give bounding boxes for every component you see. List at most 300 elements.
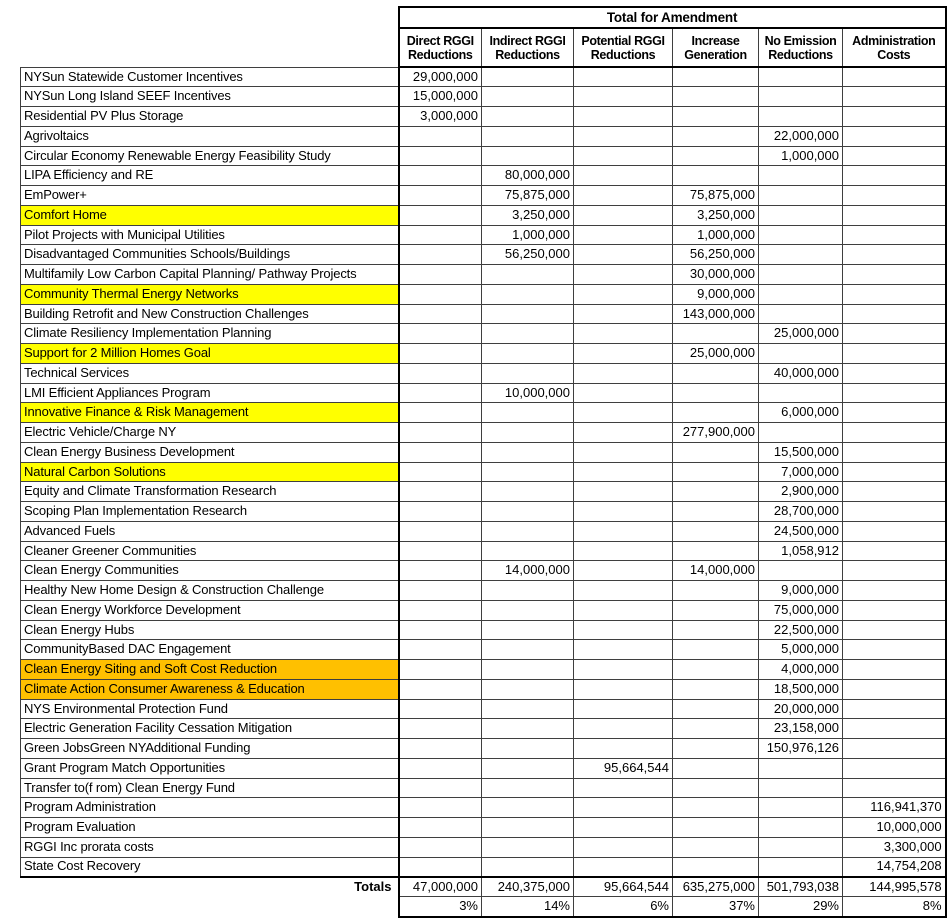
- value-cell-direct: [399, 699, 482, 719]
- value-cell-increase: 143,000,000: [673, 304, 759, 324]
- value-cell-potential: [574, 265, 673, 285]
- value-cell-admin: [843, 304, 946, 324]
- table-row: [21, 383, 946, 403]
- table-row: [21, 561, 946, 581]
- table-row: [21, 205, 946, 225]
- table-row: [21, 166, 946, 186]
- value-cell-direct: [399, 186, 482, 206]
- row-label-cell: Electric Generation Facility Cessation Mitigation: [21, 719, 399, 739]
- table-row: [21, 620, 946, 640]
- value-cell-increase: 277,900,000: [673, 423, 759, 443]
- value-cell-potential: [574, 225, 673, 245]
- totals-label: Totals: [354, 878, 392, 894]
- value-cell-no_emission: [759, 107, 843, 127]
- value-cell-admin: [843, 600, 946, 620]
- value-cell-direct: 29,000,000: [399, 67, 482, 87]
- row-label-cell: Comfort Home: [21, 205, 399, 225]
- table-row: [21, 126, 946, 146]
- value-cell-direct: [399, 146, 482, 166]
- row-label-cell: Community Thermal Energy Networks: [21, 284, 399, 304]
- value-cell-no_emission: 7,000,000: [759, 462, 843, 482]
- value-cell-indirect: [482, 87, 574, 107]
- value-cell-indirect: [482, 600, 574, 620]
- value-cell-no_emission: 9,000,000: [759, 581, 843, 601]
- percent-direct: 3%: [399, 897, 482, 917]
- value-cell-no_emission: [759, 423, 843, 443]
- value-cell-no_emission: [759, 245, 843, 265]
- value-cell-direct: [399, 660, 482, 680]
- value-cell-indirect: [482, 107, 574, 127]
- value-cell-potential: [574, 423, 673, 443]
- value-cell-indirect: [482, 265, 574, 285]
- value-cell-increase: [673, 87, 759, 107]
- table-row: [21, 857, 946, 877]
- value-cell-direct: [399, 225, 482, 245]
- value-cell-direct: [399, 442, 482, 462]
- row-label-cell: Technical Services: [21, 363, 399, 383]
- table-row: [21, 442, 946, 462]
- value-cell-potential: 95,664,544: [574, 758, 673, 778]
- row-label-cell: Residential PV Plus Storage: [21, 107, 399, 127]
- value-cell-indirect: [482, 719, 574, 739]
- value-cell-potential: [574, 837, 673, 857]
- value-cell-increase: 3,250,000: [673, 205, 759, 225]
- value-cell-no_emission: [759, 284, 843, 304]
- table-row: [21, 186, 946, 206]
- value-cell-increase: [673, 383, 759, 403]
- value-cell-potential: [574, 107, 673, 127]
- value-cell-increase: [673, 521, 759, 541]
- row-label-cell: Clean Energy Siting and Soft Cost Reduction: [21, 660, 399, 680]
- value-cell-no_emission: 20,000,000: [759, 699, 843, 719]
- value-cell-admin: [843, 541, 946, 561]
- table-row: [21, 462, 946, 482]
- value-cell-no_emission: [759, 344, 843, 364]
- value-cell-potential: [574, 620, 673, 640]
- value-cell-direct: [399, 126, 482, 146]
- value-cell-increase: [673, 699, 759, 719]
- value-cell-direct: [399, 798, 482, 818]
- value-cell-indirect: [482, 502, 574, 522]
- value-cell-no_emission: 2,900,000: [759, 482, 843, 502]
- row-label-cell: Climate Action Consumer Awareness & Education: [21, 679, 399, 699]
- value-cell-indirect: [482, 778, 574, 798]
- value-cell-indirect: [482, 818, 574, 838]
- value-cell-direct: [399, 818, 482, 838]
- value-cell-potential: [574, 581, 673, 601]
- value-cell-increase: [673, 600, 759, 620]
- totals-row: [21, 877, 946, 897]
- value-cell-no_emission: [759, 778, 843, 798]
- value-cell-increase: [673, 719, 759, 739]
- value-cell-potential: [574, 146, 673, 166]
- value-cell-indirect: [482, 126, 574, 146]
- value-cell-admin: [843, 640, 946, 660]
- value-cell-potential: [574, 600, 673, 620]
- value-cell-indirect: [482, 758, 574, 778]
- value-cell-increase: 75,875,000: [673, 186, 759, 206]
- row-label-cell: Scoping Plan Implementation Research: [21, 502, 399, 522]
- percent-potential: 6%: [574, 897, 673, 917]
- value-cell-no_emission: [759, 265, 843, 285]
- percent-label-spacer: [21, 897, 399, 917]
- value-cell-potential: [574, 383, 673, 403]
- value-cell-no_emission: [759, 818, 843, 838]
- value-cell-admin: [843, 561, 946, 581]
- table-row: [21, 423, 946, 443]
- value-cell-admin: 3,300,000: [843, 837, 946, 857]
- row-label-cell: Clean Energy Workforce Development: [21, 600, 399, 620]
- table-row: [21, 719, 946, 739]
- value-cell-no_emission: 1,058,912: [759, 541, 843, 561]
- value-cell-increase: [673, 442, 759, 462]
- value-cell-direct: [399, 482, 482, 502]
- value-cell-no_emission: 18,500,000: [759, 679, 843, 699]
- value-cell-potential: [574, 719, 673, 739]
- table-row: [21, 284, 946, 304]
- value-cell-potential: [574, 739, 673, 759]
- row-label-cell: Innovative Finance & Risk Management: [21, 403, 399, 423]
- value-cell-increase: [673, 541, 759, 561]
- value-cell-increase: [673, 107, 759, 127]
- value-cell-admin: [843, 107, 946, 127]
- value-cell-admin: [843, 126, 946, 146]
- value-cell-indirect: 1,000,000: [482, 225, 574, 245]
- value-cell-no_emission: [759, 857, 843, 877]
- value-cell-increase: 14,000,000: [673, 561, 759, 581]
- value-cell-potential: [574, 363, 673, 383]
- value-cell-increase: [673, 758, 759, 778]
- row-label-cell: Clean Energy Business Development: [21, 442, 399, 462]
- value-cell-admin: [843, 403, 946, 423]
- value-cell-admin: [843, 442, 946, 462]
- value-cell-increase: [673, 798, 759, 818]
- value-cell-potential: [574, 166, 673, 186]
- value-cell-potential: [574, 205, 673, 225]
- table-row: [21, 837, 946, 857]
- value-cell-increase: 25,000,000: [673, 344, 759, 364]
- value-cell-indirect: 56,250,000: [482, 245, 574, 265]
- value-cell-potential: [574, 324, 673, 344]
- value-cell-admin: [843, 205, 946, 225]
- table-row: [21, 304, 946, 324]
- value-cell-indirect: [482, 482, 574, 502]
- value-cell-direct: [399, 324, 482, 344]
- value-cell-increase: [673, 482, 759, 502]
- value-cell-no_emission: 28,700,000: [759, 502, 843, 522]
- percent-row: [21, 897, 946, 917]
- value-cell-potential: [574, 67, 673, 87]
- row-label-cell: Program Evaluation: [21, 818, 399, 838]
- value-cell-potential: [574, 284, 673, 304]
- value-cell-indirect: [482, 521, 574, 541]
- value-cell-indirect: [482, 699, 574, 719]
- value-cell-no_emission: 24,500,000: [759, 521, 843, 541]
- row-label-cell: NYSun Long Island SEEF Incentives: [21, 87, 399, 107]
- value-cell-indirect: [482, 620, 574, 640]
- value-cell-potential: [574, 403, 673, 423]
- title-row: [21, 7, 946, 28]
- value-cell-admin: [843, 284, 946, 304]
- table-row: [21, 600, 946, 620]
- row-label-cell: LMI Efficient Appliances Program: [21, 383, 399, 403]
- value-cell-no_emission: [759, 383, 843, 403]
- value-cell-indirect: [482, 837, 574, 857]
- value-cell-direct: [399, 502, 482, 522]
- value-cell-no_emission: 15,500,000: [759, 442, 843, 462]
- value-cell-admin: [843, 699, 946, 719]
- value-cell-indirect: [482, 581, 574, 601]
- value-cell-indirect: 14,000,000: [482, 561, 574, 581]
- value-cell-increase: [673, 679, 759, 699]
- value-cell-indirect: 80,000,000: [482, 166, 574, 186]
- totals-direct: 47,000,000: [399, 877, 482, 897]
- table-row: [21, 679, 946, 699]
- value-cell-direct: [399, 304, 482, 324]
- value-cell-increase: 9,000,000: [673, 284, 759, 304]
- value-cell-no_emission: [759, 225, 843, 245]
- value-cell-admin: [843, 363, 946, 383]
- value-cell-direct: [399, 521, 482, 541]
- table-row: [21, 245, 946, 265]
- value-cell-potential: [574, 660, 673, 680]
- row-label-cell: Grant Program Match Opportunities: [21, 758, 399, 778]
- value-cell-indirect: [482, 739, 574, 759]
- value-cell-potential: [574, 304, 673, 324]
- row-label-cell: Cleaner Greener Communities: [21, 541, 399, 561]
- value-cell-potential: [574, 561, 673, 581]
- value-cell-indirect: [482, 146, 574, 166]
- value-cell-increase: [673, 660, 759, 680]
- value-cell-indirect: [482, 541, 574, 561]
- column-header-indirect-rggi-reductions: Indirect RGGI Reductions: [482, 28, 574, 67]
- value-cell-indirect: [482, 660, 574, 680]
- column-header-potential-rggi-reductions: Potential RGGI Reductions: [574, 28, 673, 67]
- budget-table: [20, 6, 947, 918]
- value-cell-admin: 10,000,000: [843, 818, 946, 838]
- value-cell-potential: [574, 502, 673, 522]
- value-cell-indirect: [482, 403, 574, 423]
- row-label-cell: Clean Energy Hubs: [21, 620, 399, 640]
- value-cell-admin: [843, 581, 946, 601]
- value-cell-direct: [399, 423, 482, 443]
- value-cell-indirect: 75,875,000: [482, 186, 574, 206]
- value-cell-direct: [399, 719, 482, 739]
- value-cell-increase: [673, 837, 759, 857]
- value-cell-no_emission: 5,000,000: [759, 640, 843, 660]
- value-cell-indirect: 10,000,000: [482, 383, 574, 403]
- row-label-cell: Multifamily Low Carbon Capital Planning/ Pathway Projects: [21, 265, 399, 285]
- value-cell-admin: 14,754,208: [843, 857, 946, 877]
- value-cell-admin: [843, 620, 946, 640]
- table-row: [21, 146, 946, 166]
- value-cell-increase: [673, 462, 759, 482]
- table-row: [21, 344, 946, 364]
- value-cell-potential: [574, 640, 673, 660]
- value-cell-indirect: [482, 423, 574, 443]
- value-cell-increase: [673, 581, 759, 601]
- row-label-cell: Program Administration: [21, 798, 399, 818]
- table-row: [21, 739, 946, 759]
- table-row: [21, 521, 946, 541]
- value-cell-increase: [673, 620, 759, 640]
- value-cell-admin: [843, 146, 946, 166]
- value-cell-increase: [673, 363, 759, 383]
- value-cell-direct: [399, 561, 482, 581]
- value-cell-potential: [574, 344, 673, 364]
- value-cell-potential: [574, 126, 673, 146]
- row-label-cell: Climate Resiliency Implementation Planning: [21, 324, 399, 344]
- value-cell-increase: [673, 739, 759, 759]
- value-cell-admin: [843, 521, 946, 541]
- table-row: [21, 502, 946, 522]
- value-cell-admin: [843, 186, 946, 206]
- value-cell-potential: [574, 442, 673, 462]
- value-cell-indirect: [482, 857, 574, 877]
- value-cell-admin: [843, 502, 946, 522]
- row-label-cell: LIPA Efficiency and RE: [21, 166, 399, 186]
- value-cell-indirect: [482, 640, 574, 660]
- value-cell-indirect: [482, 324, 574, 344]
- totals-potential: 95,664,544: [574, 877, 673, 897]
- row-label-cell: NYS Environmental Protection Fund: [21, 699, 399, 719]
- value-cell-increase: 30,000,000: [673, 265, 759, 285]
- row-label-cell: CommunityBased DAC Engagement: [21, 640, 399, 660]
- value-cell-indirect: [482, 284, 574, 304]
- value-cell-admin: [843, 719, 946, 739]
- value-cell-no_emission: 6,000,000: [759, 403, 843, 423]
- column-header-direct-rggi-reductions: Direct RGGI Reductions: [399, 28, 482, 67]
- value-cell-no_emission: 22,000,000: [759, 126, 843, 146]
- row-label-cell: Transfer to(f rom) Clean Energy Fund: [21, 778, 399, 798]
- value-cell-no_emission: 75,000,000: [759, 600, 843, 620]
- row-label-cell: Circular Economy Renewable Energy Feasibility Study: [21, 146, 399, 166]
- percent-admin: 8%: [843, 897, 946, 917]
- value-cell-potential: [574, 462, 673, 482]
- table-row: [21, 265, 946, 285]
- value-cell-no_emission: 1,000,000: [759, 146, 843, 166]
- percent-no-emission: 29%: [759, 897, 843, 917]
- row-label-cell: Electric Vehicle/Charge NY: [21, 423, 399, 443]
- value-cell-direct: [399, 166, 482, 186]
- value-cell-admin: [843, 482, 946, 502]
- value-cell-admin: [843, 344, 946, 364]
- value-cell-admin: [843, 739, 946, 759]
- value-cell-direct: [399, 245, 482, 265]
- value-cell-direct: [399, 857, 482, 877]
- value-cell-indirect: [482, 679, 574, 699]
- table-row: [21, 798, 946, 818]
- value-cell-admin: [843, 67, 946, 87]
- percent-increase: 37%: [673, 897, 759, 917]
- table-row: [21, 482, 946, 502]
- row-label-cell: RGGI Inc prorata costs: [21, 837, 399, 857]
- value-cell-indirect: [482, 462, 574, 482]
- row-label-cell: State Cost Recovery: [21, 857, 399, 877]
- row-label-cell: NYSun Statewide Customer Incentives: [21, 67, 399, 87]
- value-cell-indirect: [482, 442, 574, 462]
- row-label-cell: Green JobsGreen NYAdditional Funding: [21, 739, 399, 759]
- value-cell-potential: [574, 186, 673, 206]
- value-cell-no_emission: 23,158,000: [759, 719, 843, 739]
- value-cell-admin: 116,941,370: [843, 798, 946, 818]
- value-cell-admin: [843, 225, 946, 245]
- value-cell-no_emission: 40,000,000: [759, 363, 843, 383]
- row-label-cell: Advanced Fuels: [21, 521, 399, 541]
- table-row: [21, 541, 946, 561]
- value-cell-no_emission: 25,000,000: [759, 324, 843, 344]
- value-cell-direct: [399, 679, 482, 699]
- value-cell-potential: [574, 541, 673, 561]
- totals-no-emission: 501,793,038: [759, 877, 843, 897]
- table-row: [21, 67, 946, 87]
- table-body: [21, 67, 946, 877]
- value-cell-direct: [399, 383, 482, 403]
- value-cell-admin: [843, 265, 946, 285]
- value-cell-potential: [574, 798, 673, 818]
- value-cell-direct: [399, 344, 482, 364]
- value-cell-potential: [574, 699, 673, 719]
- row-label-cell: Agrivoltaics: [21, 126, 399, 146]
- value-cell-indirect: 3,250,000: [482, 205, 574, 225]
- value-cell-increase: [673, 403, 759, 423]
- row-label-cell: Equity and Climate Transformation Research: [21, 482, 399, 502]
- value-cell-increase: [673, 324, 759, 344]
- table-row: [21, 699, 946, 719]
- table-row: [21, 363, 946, 383]
- value-cell-direct: [399, 265, 482, 285]
- value-cell-direct: 3,000,000: [399, 107, 482, 127]
- value-cell-increase: [673, 778, 759, 798]
- value-cell-admin: [843, 758, 946, 778]
- row-label-cell: EmPower+: [21, 186, 399, 206]
- value-cell-direct: 15,000,000: [399, 87, 482, 107]
- percent-indirect: 14%: [482, 897, 574, 917]
- value-cell-indirect: [482, 363, 574, 383]
- column-header-row: [21, 28, 946, 67]
- value-cell-no_emission: [759, 205, 843, 225]
- table-row: [21, 758, 946, 778]
- value-cell-potential: [574, 245, 673, 265]
- value-cell-indirect: [482, 304, 574, 324]
- value-cell-indirect: [482, 798, 574, 818]
- value-cell-direct: [399, 581, 482, 601]
- value-cell-direct: [399, 640, 482, 660]
- value-cell-no_emission: 4,000,000: [759, 660, 843, 680]
- value-cell-increase: [673, 166, 759, 186]
- value-cell-admin: [843, 679, 946, 699]
- value-cell-potential: [574, 521, 673, 541]
- value-cell-direct: [399, 620, 482, 640]
- value-cell-no_emission: [759, 837, 843, 857]
- value-cell-admin: [843, 245, 946, 265]
- table-row: [21, 107, 946, 127]
- value-cell-no_emission: [759, 798, 843, 818]
- value-cell-no_emission: [759, 304, 843, 324]
- value-cell-no_emission: 22,500,000: [759, 620, 843, 640]
- value-cell-no_emission: 150,976,126: [759, 739, 843, 759]
- value-cell-potential: [574, 679, 673, 699]
- value-cell-direct: [399, 600, 482, 620]
- row-label-cell: Healthy New Home Design & Construction Challenge: [21, 581, 399, 601]
- value-cell-potential: [574, 778, 673, 798]
- value-cell-potential: [574, 87, 673, 107]
- table-row: [21, 660, 946, 680]
- value-cell-indirect: [482, 67, 574, 87]
- value-cell-increase: 1,000,000: [673, 225, 759, 245]
- value-cell-increase: [673, 67, 759, 87]
- table-row: [21, 403, 946, 423]
